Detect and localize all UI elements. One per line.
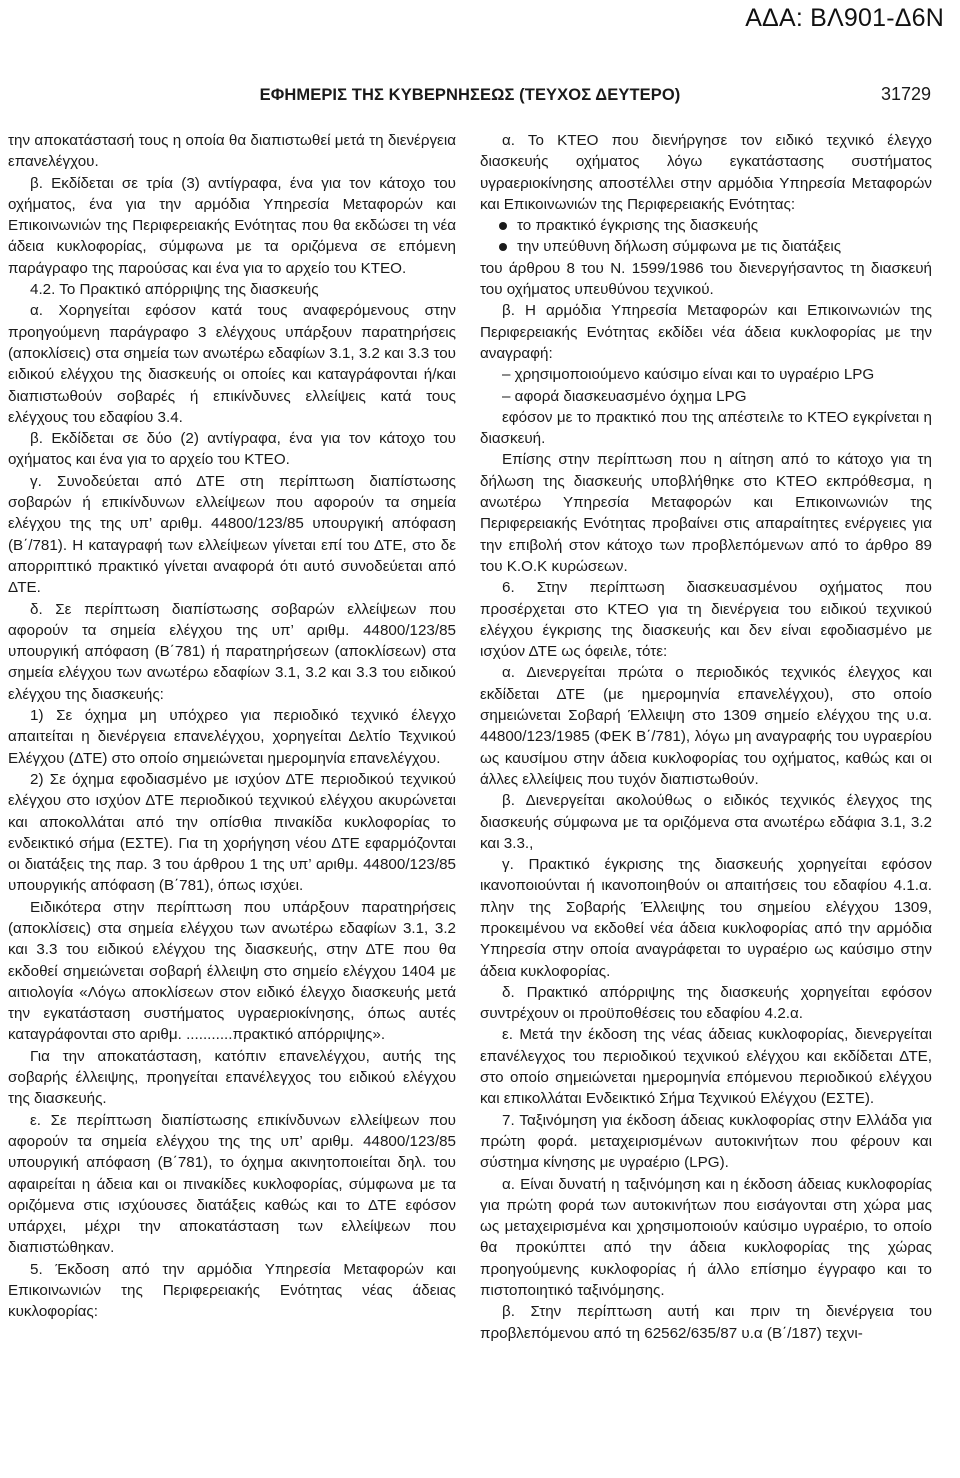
ada-stamp: ΑΔΑ: ΒΛ901-Δ6Ν [745, 4, 944, 32]
dash-item: – χρησιμοποιούμενο καύσιμο είναι και το υγραέριο LPG [502, 366, 875, 384]
paragraph: ε. Μετά την έκδοση της νέας άδειας κυκλοφορίας, διενεργείται επανέλεγχος του περιοδικού τεχνικού ελέγχου και εκδίδεται ΔΤΕ, στο οποίο σημειώνεται ημερομηνία επόμενου περιοδικού ελέγχου και επικολλάται Ενδεικτικό Σήμα Τεχνικού Ελέγχου (ΕΣΤΕ). [480, 1026, 932, 1108]
bullet-dot-icon [499, 243, 507, 251]
bullet-text: την υπεύθυνη δήλωση σύμφωνα με τις διατάξεις [517, 238, 842, 256]
paragraph: 1) Σε όχημα μη υπόχρεο για περιοδικό τεχνικό έλεγχο απαιτείται η διενέργεια επανελέγχου, χορηγείται Δελτίο Τεχνικού Ελέγχου (ΔΤΕ) στο οποίο σημειώνεται ημερομηνία επανελέγχου. [8, 707, 456, 767]
paragraph: β. Στην περίπτωση αυτή και πριν τη διενέργεια του προβλεπόμενου από τη 62562/635/87 υ.α (Β΄/187) τεχνι- [480, 1303, 932, 1342]
paragraph: β. Διενεργείται ακολούθως ο ειδικός τεχνικός έλεγχος της διασκευής σύμφωνα με τα οριζόμενα στα ανωτέρω εδάφια 3.1, 3.2 και 3.3., [480, 792, 932, 852]
paragraph: δ. Πρακτικό απόρριψης της διασκευής χορηγείται εφόσον συντρέχουν οι προϋποθέσεις του εδαφίου 4.2.α. [480, 983, 932, 1023]
paragraph: Επίσης στην περίπτωση που η αίτηση από το κάτοχο για τη δήλωση της διασκευής υποβλήθηκε στο ΚΤΕΟ εκπρόθεσμα, η ανωτέρω Υπηρεσία Μεταφορών και Επικοινωνιών της Περιφερειακής Ενότητας προβαίνει στις απαραίτητες ενέργειες για την επιβολή στον κάτοχο των προβλεπόμενων από το άρθρο 89 του Κ.Ο.Κ κυρώσεων. [480, 451, 932, 575]
bullet-dot-icon [499, 222, 507, 230]
paragraph: α. Είναι δυνατή η ταξινόμηση και η έκδοση άδειας κυκλοφορίας για πρώτη φορά των αυτοκινήτων που εισάγονται στη χώρα μας ως μεταχειρισμένα και χρησιμοποιούν καύσιμο υγραέριο, το οποίο θα προκύπτει από την άδεια κυκλοφορίας της χώρας προηγούμενης κυκλοφορίας ή άλλο επίσημο έγγραφο και το πιστοποιητικό ταξινόμησης. [480, 1175, 932, 1300]
paragraph: εφόσον με το πρακτικό που της απέστειλε το ΚΤΕΟ εγκρίνεται η διασκευή. [480, 408, 932, 448]
paragraph: του άρθρου 8 του Ν. 1599/1986 του διενεργήσαντος τη διασκευή του οχήματος υπευθύνου τεχνικού. [480, 259, 932, 299]
paragraph: Ειδικότερα στην περίπτωση που υπάρξουν παρατηρήσεις (αποκλίσεις) στα σημεία ελέγχου των ανωτέρω εδαφίων 3.1, 3.2 και 3.3 του ειδικού ελέγχου της διασκευής, στην ΔΤΕ που θα εκδοθεί σημειώνεται σοβαρή έλλειψη στο σημείο ελέγχου 1404 με αιτιολογία «Λόγω αποκλίσεων στον ειδικό έλεγχο διασκευής μετά την εγκατάσταση συστήματος υγραεριοκίνησης, όπως αυτές καταγράφονται στο αριθμ. ...........πρακτικό απόρριψης». [8, 898, 456, 1044]
section-heading: 7. Ταξινόμηση για έκδοση άδειας κυκλοφορίας στην Ελλάδα για πρώτη φορά. μεταχειρισμένων αυτοκινήτων που φέρουν και σύστημα κίνησης με υγραέριο (LPG). [480, 1111, 932, 1172]
paragraph: την αποκατάστασή τους η οποία θα διαπιστωθεί μετά τη διενέργεια επανελέγχου. [8, 132, 456, 171]
bullet-item [480, 215, 932, 236]
page-number: 31729 [880, 84, 931, 104]
left-column [8, 130, 456, 1323]
bullet-item [480, 236, 932, 257]
dash-item: – αφορά διασκευασμένο όχημα LPG [502, 387, 747, 405]
running-header: ΕΦΗΜΕΡΙΣ ΤΗΣ ΚΥΒΕΡΝΗΣΕΩΣ (ΤΕΥΧΟΣ ΔΕΥΤΕΡΟ) [259, 86, 681, 104]
paragraph: γ. Πρακτικό έγκρισης της διασκευής χορηγείται εφόσον ικανοποιούνται ή ικανοποιηθούν οι απαιτήσεις του εδαφίου 4.1.α. πλην της Σοβαρής Έλλειψης του σημείου ελέγχου 1309, προκειμένου να εκδοθεί νέα άδεια κυκλοφορίας από την αρμόδια Υπηρεσία στην οποία αναγράφεται το υγραέριο ως καύσιμο στην άδεια κυκλοφορίας. [480, 856, 932, 980]
paragraph: δ. Σε περίπτωση διαπίστωσης σοβαρών ελλείψεων που αφορούν τα σημεία ελέγχου της υπ’ αριθμ. 44800/123/85 υπουργική απόφαση (Β΄781) ή παρατηρήσεων (αποκλίσεων) στα σημεία ελέγχου των ανωτέρω εδαφίων 3.1, 3.2 και 3.3 του ειδικού ελέγχου της διασκευής: [8, 600, 456, 703]
section-heading: 4.2. Το Πρακτικό απόρριψης της διασκευής [30, 281, 319, 299]
paragraph: α. Χορηγείται εφόσον κατά τους αναφερόμενους στην προηγούμενη παράγραφο 3 ελέγχους υπάρξουν παρατηρήσεις (αποκλίσεις) στα σημεία των ανωτέρω εδαφίων 3.1, 3.2 και 3.3 του ειδικού ελέγχου της διασκευής οι οποίες και καταγράφονται ή/και διαπιστωθούν σοβαρές ή επικίνδυνες ελλείψεις κατά τους ελέγχους του εδαφίου 3.4. [8, 302, 456, 426]
paragraph: β. Εκδίδεται σε τρία (3) αντίγραφα, ένα για τον κάτοχο του οχήματος, ένα για την αρμόδια Υπηρεσία Μεταφορών και Επικοινωνιών της Περιφερειακής Ενότητας που θα εκδώσει τη νέα άδεια κυκλοφορίας, σύμφωνα με τα οριζόμενα σε επόμενη παράγραφο της παρούσας και ένα για το αρχείο του ΚΤΕΟ. [8, 174, 456, 277]
paragraph: 2) Σε όχημα εφοδιασμένο με ισχύον ΔΤΕ περιοδικού τεχνικού ελέγχου στο ισχύον ΔΤΕ περιοδικού τεχνικού ελέγχου ακυρώνεται και αποκολλάται από την οπίσθια πινακίδα κυκλοφορίας το ενδεικτικό σήμα (ΕΣΤΕ). Για τη χορήγηση νέου ΔΤΕ εφαρμόζονται οι διατάξεις της παρ. 3 του άρθρου 1 της υπ’ αριθμ. 44800/123/85 υπουργικής απόφαση (Β΄781), όπως ισχύει. [8, 770, 456, 895]
paragraph: α. Το ΚΤΕΟ που διενήργησε τον ειδικό τεχνικό έλεγχο διασκευής οχήματος λόγω εγκατάστασης συστήματος υγραεριοκίνησης αποστέλλει στην αρμόδια Υπηρεσία Μεταφορών και Επικοινωνιών της Περιφερειακής Ενότητας: [480, 132, 932, 213]
paragraph: β. Εκδίδεται σε δύο (2) αντίγραφα, ένα για τον κάτοχο του οχήματος και ένα για το αρχείο του ΚΤΕΟ. [8, 430, 456, 469]
paragraph: ε. Σε περίπτωση διαπίστωσης επικίνδυνων ελλείψεων που αφορούν τα σημεία ελέγχου της της υπ’ αριθμ. 44800/123/85 υπουργική απόφαση (Β΄781), το όχημα ακινητοποιείται δηλ. του αφαιρείται η άδεια και οι πινακίδες κυκλοφορίας, σύμφωνα με τα οριζόμενα στις ισχύουσες διατάξεις καθώς και το ΔΤΕ εφόσον υπάρχει, μέχρι την αποκατάσταση των ελλείψεων που διαπιστώθηκαν. [8, 1111, 456, 1257]
bullet-text: το πρακτικό έγκρισης της διασκευής [517, 217, 759, 235]
section-heading: 5. Έκδοση από την αρμόδια Υπηρεσία Μεταφορών και Επικοινωνιών της Περιφερειακής Ενότητας νέας άδειας κυκλοφορίας: [8, 1260, 456, 1321]
right-column [480, 130, 932, 1344]
paragraph: 6. Στην περίπτωση διασκευασμένου οχήματος που προσέρχεται στο ΚΤΕΟ για τη διενέργεια του ειδικού τεχνικού ελέγχου έγκρισης της διασκευής και δεν είναι εφοδιασμένο με ισχύον ΔΤΕ ως όφειλε, τότε: [480, 579, 932, 661]
paragraph: Για την αποκατάσταση, κατόπιν επανελέγχου, αυτής της σοβαρής έλλειψης, προηγείται επανέλεγχος του ειδικού ελέγχου της διασκευής. [8, 1047, 456, 1108]
paragraph: β. Η αρμόδια Υπηρεσία Μεταφορών και Επικοινωνιών της Περιφερειακής Ενότητας εκδίδει νέα άδεια κυκλοφορίας με την αναγραφή: [480, 302, 932, 362]
paragraph: α. Διενεργείται πρώτα ο περιοδικός τεχνικός έλεγχος και εκδίδεται ΔΤΕ (με ημερομηνία επανελέγχου), στο οποίο σημειώνεται Σοβαρή Έλλειψη στο 1309 σημείο ελέγχου της υ.α. 44800/123/1985 (ΦΕΚ Β΄/781), λόγω μη αναγραφής του υγραερίου ως καυσίμου στην άδεια κυκλοφορίας του οχήματος, καθώς και οι άλλες ελλείψεις που τυχόν διαπιστωθούν. [480, 664, 932, 788]
paragraph: γ. Συνοδεύεται από ΔΤΕ στη περίπτωση διαπίστωσης σοβαρών ή επικίνδυνων ελλείψεων που αφορούν τα σημεία ελέγχου της της υπ’ αριθμ. 44800/123/85 υπουργική απόφαση (Β΄/781). Η καταγραφή των ελλείψεων γίνεται επί του ΔΤΕ, στο δε απορριπτικό πρακτικό γίνεται αναφορά ότι αυτό συνοδεύεται από ΔΤΕ. [8, 472, 456, 597]
